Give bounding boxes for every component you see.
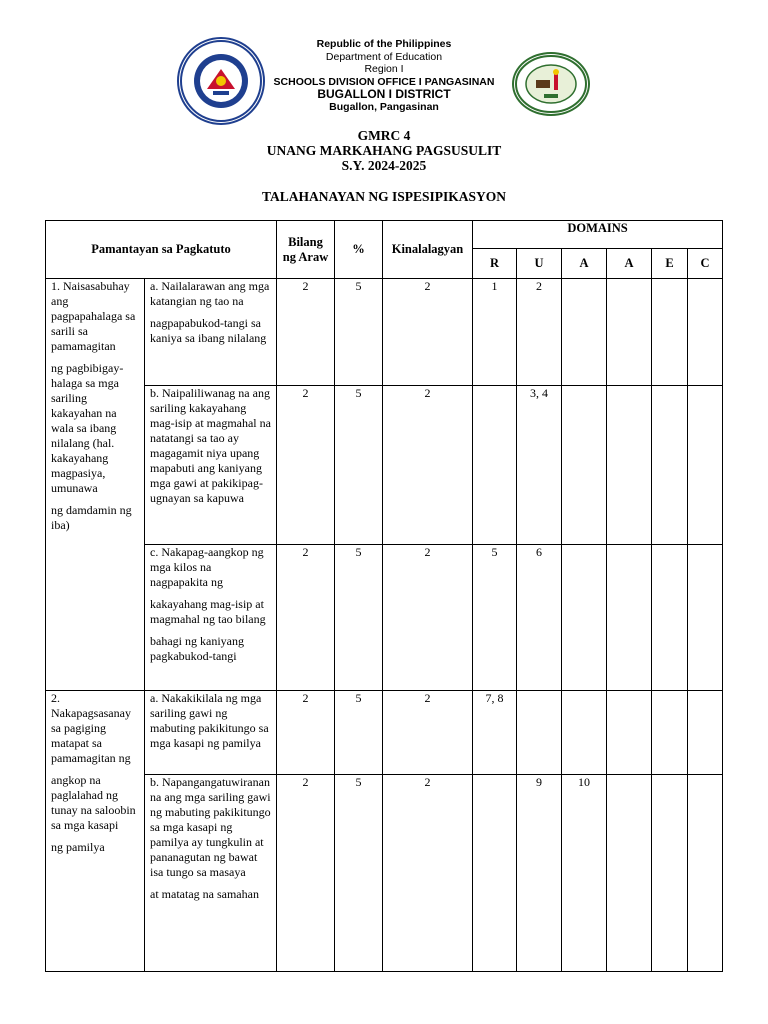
school-year: S.Y. 2024-2025 — [341, 158, 427, 173]
standard-text: 2. Nakapagsasanay sa pagiging matapat sa pamamagitan ng — [51, 691, 131, 765]
header-domain-u: U — [517, 249, 562, 279]
domain-c-cell — [688, 386, 723, 545]
competency-text: at matatag na samahan — [150, 887, 259, 901]
placement-cell: 2 — [383, 386, 473, 545]
letterhead-town: Bugallon, Pangasinan — [329, 101, 439, 113]
competency-text: a. Nailalarawan ang mga katangian ng tao na — [150, 279, 270, 308]
domain-e-cell — [652, 775, 688, 972]
domain-r-cell: 5 — [473, 545, 517, 691]
standard-text: angkop na paglalahad ng tunay na saloobin sa mga kasapi — [51, 773, 136, 832]
domain-u-cell: 3, 4 — [517, 386, 562, 545]
domain-e-cell — [652, 545, 688, 691]
placement-cell: 2 — [383, 279, 473, 386]
header-domains: DOMAINS — [473, 221, 723, 249]
domain-a2-cell — [607, 279, 652, 386]
table-row — [46, 691, 723, 775]
standard-text: 1. Naisasabuhay ang pagpapahalaga sa sarili sa pamamagitan — [51, 279, 136, 353]
standard-cell-1 — [46, 279, 145, 691]
competency-cell — [145, 775, 277, 972]
standard-text: ng pamilya — [51, 840, 105, 854]
domain-r-cell — [473, 775, 517, 972]
domain-u-cell — [517, 691, 562, 775]
header-standard: Pamantayan sa Pagkatuto — [46, 221, 277, 279]
domain-c-cell — [688, 279, 723, 386]
standard-text: ng pagbibigay-halaga sa mga sariling kakayahan na wala sa ibang nilalang (hal. kakayahang magpasiya, umunawa — [51, 361, 124, 495]
table-row — [46, 775, 723, 972]
domain-a1-cell — [562, 279, 607, 386]
standard-text: ng damdamin ng iba) — [51, 503, 132, 532]
domain-r-cell — [473, 386, 517, 545]
letterhead-district: BUGALLON I DISTRICT — [317, 87, 451, 101]
competency-text: nagpapabukod-tangi sa kaniya sa ibang nilalang — [150, 316, 267, 345]
competency-text: kakayahang mag-isip at magmahal ng tao bilang — [150, 597, 266, 626]
domain-c-cell — [688, 545, 723, 691]
domain-c-cell — [688, 775, 723, 972]
days-cell: 2 — [277, 691, 335, 775]
domain-e-cell — [652, 386, 688, 545]
placement-cell: 2 — [383, 775, 473, 972]
table-row — [46, 545, 723, 691]
percent-cell: 5 — [335, 691, 383, 775]
domain-r-cell: 1 — [473, 279, 517, 386]
percent-cell: 5 — [335, 386, 383, 545]
competency-cell — [145, 386, 277, 545]
days-cell: 2 — [277, 386, 335, 545]
domain-a2-cell — [607, 545, 652, 691]
header-domain-c: C — [688, 249, 723, 279]
competency-text: a. Nakakikilala ng mga sariling gawi ng mabuting pakikitungo sa mga kasapi ng pamilya — [150, 691, 269, 750]
days-cell: 2 — [277, 545, 335, 691]
domain-e-cell — [652, 691, 688, 775]
standard-cell-2 — [46, 691, 145, 972]
header-placement: Kinalalagyan — [383, 221, 473, 279]
letterhead-department: Department of Education — [325, 50, 443, 63]
competency-text: b. Naipaliliwanag na ang sariling kakayahang mag-isip at magmahal na natatangi sa tao ay magagamit niya upang mapabuti ang kaniyang mga gawi at pakikipag-ugnayan sa kapuwa — [150, 386, 271, 505]
days-cell: 2 — [277, 775, 335, 972]
domain-a1-cell — [562, 386, 607, 545]
domain-u-cell: 6 — [517, 545, 562, 691]
table-row — [46, 386, 723, 545]
percent-cell: 5 — [335, 775, 383, 972]
subject-title: GMRC 4 — [357, 128, 411, 143]
domain-a2-cell — [607, 775, 652, 972]
letterhead-division: SCHOOLS DIVISION OFFICE I PANGASINAN — [273, 75, 495, 88]
domain-u-cell: 2 — [517, 279, 562, 386]
domain-u-cell: 9 — [517, 775, 562, 972]
header-domain-e: E — [652, 249, 688, 279]
header-days: Bilang ng Araw — [277, 221, 335, 279]
placement-cell: 2 — [383, 545, 473, 691]
domain-a2-cell — [607, 691, 652, 775]
domain-r-cell: 7, 8 — [473, 691, 517, 775]
domain-a1-cell — [562, 545, 607, 691]
table-title: TALAHANAYAN NG ISPESIPIKASYON — [261, 189, 507, 204]
competency-cell — [145, 691, 277, 775]
domain-a1-cell: 10 — [562, 775, 607, 972]
domain-a2-cell — [607, 386, 652, 545]
table-row — [46, 279, 723, 386]
header-percent: % — [335, 221, 383, 279]
header-domain-r: R — [473, 249, 517, 279]
letterhead — [0, 38, 768, 114]
document-titles — [0, 128, 768, 173]
specification-table — [45, 220, 723, 972]
domain-e-cell — [652, 279, 688, 386]
domain-c-cell — [688, 691, 723, 775]
header-domain-a1: A — [562, 249, 607, 279]
days-cell: 2 — [277, 279, 335, 386]
competency-cell — [145, 279, 277, 386]
competency-text: bahagi ng kaniyang pagkabukod-tangi — [150, 634, 244, 663]
letterhead-country: Republic of the Philippines — [316, 38, 452, 50]
header-domain-a2: A — [607, 249, 652, 279]
letterhead-region: Region I — [364, 63, 404, 75]
percent-cell: 5 — [335, 545, 383, 691]
percent-cell: 5 — [335, 279, 383, 386]
placement-cell: 2 — [383, 691, 473, 775]
competency-cell — [145, 545, 277, 691]
competency-text: c. Nakapag-aangkop ng mga kilos na nagpapakita ng — [150, 545, 264, 589]
exam-title: UNANG MARKAHANG PAGSUSULIT — [266, 143, 502, 158]
domain-a1-cell — [562, 691, 607, 775]
competency-text: b. Napangangatuwiranan na ang mga sariling gawi ng mabuting pakikitungo sa mga kasapi ng pamilya ay tungkulin at pananagutan ng bawat isa tungo sa masaya — [150, 775, 271, 879]
